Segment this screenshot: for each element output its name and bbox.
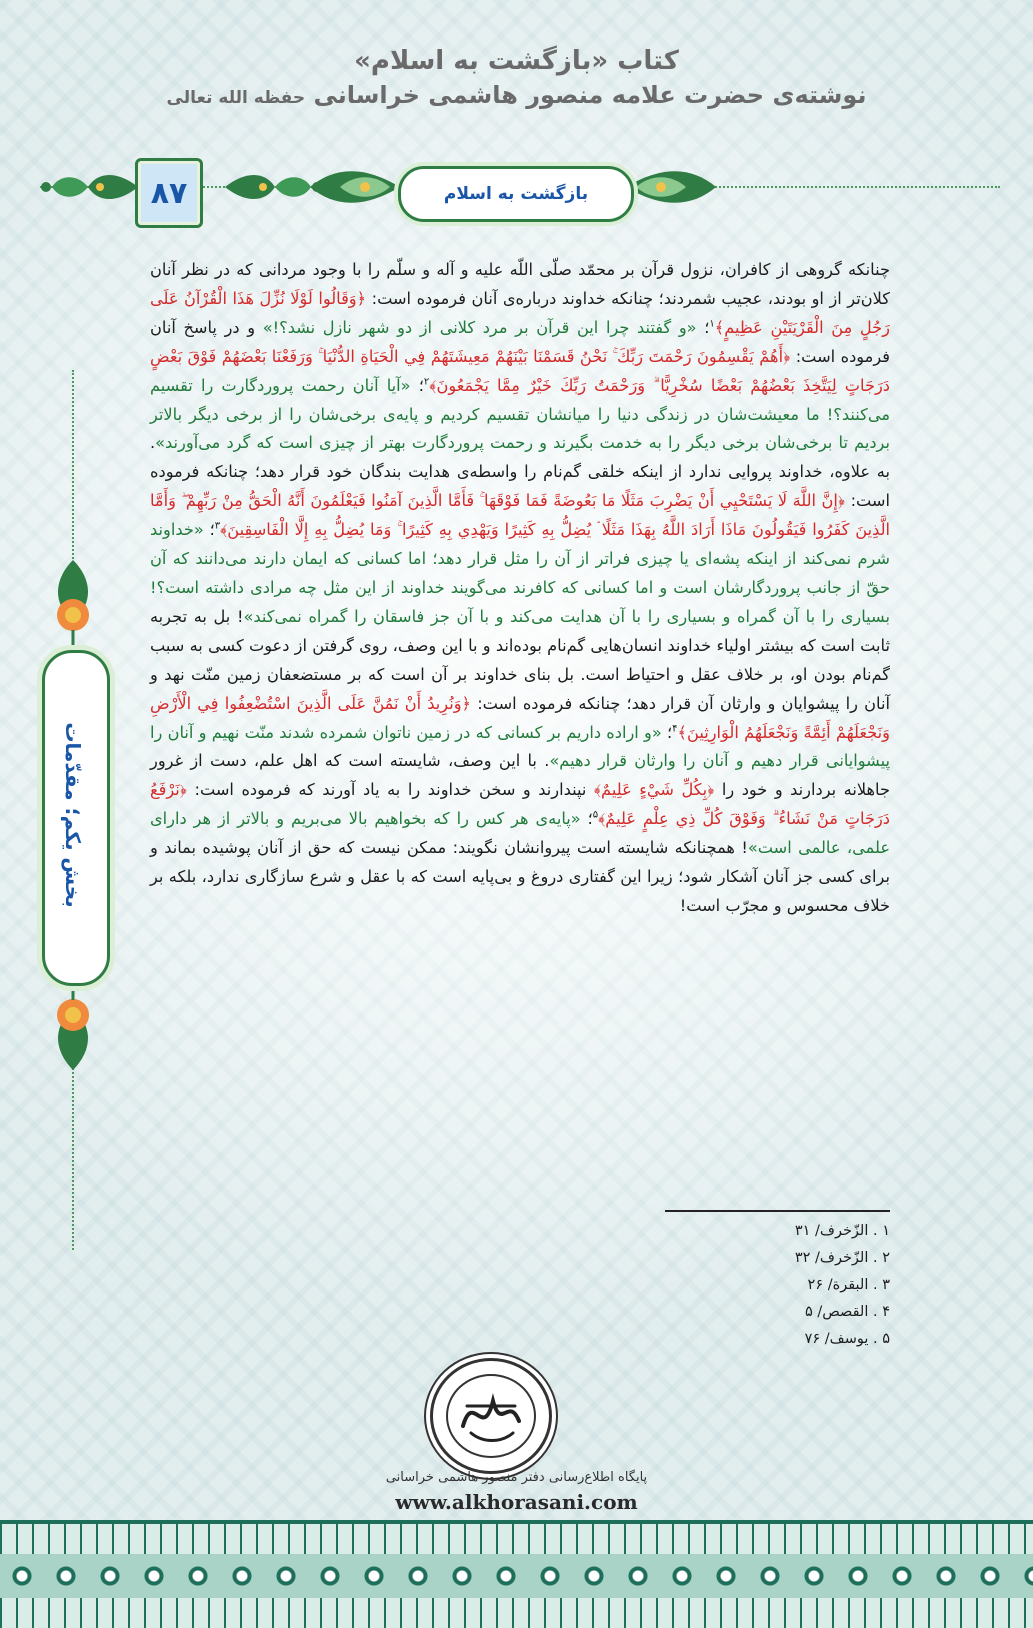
- book-title: کتاب «بازگشت به اسلام»: [354, 46, 679, 76]
- text-run: ؛: [661, 722, 673, 742]
- text-run: ؛: [410, 375, 424, 395]
- side-section-label: بخش یکم؛ مقدّمات: [61, 722, 85, 908]
- page-number: ۸۷: [135, 158, 203, 228]
- floral-ornament-icon: [38, 166, 138, 208]
- quran-verse: ﴿أَهُمْ يَقْسِمُونَ رَحْمَتَ رَبِّكَ ۚ نَحْنُ قَسَمْنَا بَيْنَهُمْ مَعِيشَتَهُمْ فِي الْحَيَاةِ الدُّنْيَا ۚ وَرَفَعْنَا بَعْضَهُمْ فَوْقَ بَعْضٍ دَرَجَاتٍ لِيَتَّخِذَ بَعْضُهُمْ بَعْضًا سُخْرِيًّا ۗ وَرَحْمَتُ رَبِّكَ خَيْرٌ مِمَّا يَجْمَعُونَ﴾: [150, 346, 890, 395]
- text-run: چنانکه گروهی از کافران، نزول قرآن بر محمّد صلّی اللّه علیه و آله و سلّم را با وجود مردانی که در نظر آنان کلان‌تر از او بودند، عجیب شمردند؛ چنانکه خداوند درباره‌ی آنان فرموده است:: [150, 260, 890, 308]
- text-run: و در پاسخ آنان فرموده است:: [150, 317, 890, 366]
- footnote-rule: [665, 1210, 890, 1212]
- book-header: [0, 44, 1033, 115]
- footnote-ref: ۴: [672, 723, 678, 735]
- floral-ornament-icon: [310, 160, 400, 214]
- text-run: ! بل به تجربه ثابت است که بیشتر اولیاء خداوند انسان‌هایی گم‌نام بوده‌اند و با این وصف، روی گرفتن از دعوت کسی به سبب گم‌نام بودن او، بر خلاف عقل و احتیاط است. بل بنای خداوند بر آن است که بر مستضعفان زمین منّت نهد و آنان را پیشوایان و وارثان آن قرار دهد؛ چنانکه فرموده است:: [150, 606, 890, 713]
- footnote-item: ۳ . البقرة/ ۲۶: [807, 1277, 890, 1293]
- verse-translation: «پایه‌ی هر کس را که بخواهیم بالا می‌بریم و بالاتر از هر دارای علمی، عالمی است»: [150, 809, 890, 858]
- footnote-ref: ۵: [592, 809, 599, 821]
- seal-icon: [430, 1358, 552, 1474]
- text-run: نپندارند و سخن خداوند را به یاد آورند که فرموده است:: [186, 780, 594, 800]
- verse-translation: «و اراده داریم بر کسانی که در زمین ناتوان شمرده شدند منّت نهیم و آنان را پیشوایانی قرار دهیم و آنان را وارثان قرار دهیم»: [150, 722, 890, 771]
- floral-ornament-icon: [38, 560, 108, 650]
- footnote-ref: ۲: [423, 376, 430, 388]
- quran-verse: ﴿نَرْفَعُ دَرَجَاتٍ مَنْ نَشَاءُ ۗ وَفَوْقَ كُلِّ ذِي عِلْمٍ عَلِيمٌ﴾: [150, 780, 891, 829]
- floral-ornament-icon: [626, 160, 716, 214]
- book-author: [0, 78, 1033, 115]
- text-run: . به علاوه، خداوند پروایی ندارد از اینکه خلقی گم‌نام را واسطه‌ی هدایت بندگان خود قرار دهد؛ چنانکه فرموده است:: [150, 433, 890, 511]
- text-run: ؛: [696, 317, 710, 337]
- footnote-item: ۲ . الزّخرف/ ۳۲: [794, 1250, 890, 1266]
- site-description: پایگاه اطلاع‌رسانی دفتر منصور هاشمی خراسانی: [385, 1470, 648, 1485]
- quran-verse: ﴿وَنُرِيدُ أَنْ نَمُنَّ عَلَى الَّذِينَ اسْتُضْعِفُوا فِي الْأَرْضِ وَنَجْعَلَهُمْ أَئِمَّةً وَنَجْعَلَهُمُ الْوَارِثِينَ﴾: [150, 693, 890, 742]
- quran-verse: ﴿إِنَّ اللَّهَ لَا يَسْتَحْيِي أَنْ يَضْرِبَ مَثَلًا مَا بَعُوضَةً فَمَا فَوْقَهَا ۚ فَأَمَّا الَّذِينَ آمَنُوا فَيَعْلَمُونَ أَنَّهُ الْحَقُّ مِنْ رَبِّهِمْ ۖ وَأَمَّا الَّذِينَ كَفَرُوا فَيَقُولُونَ مَاذَا أَرَادَ اللَّهُ بِهَذَا مَثَلًا ۘ يُضِلُّ بِهِ كَثِيرًا وَيَهْدِي بِهِ كَثِيرًا ۚ وَمَا يُضِلُّ بِهِ إِلَّا الْفَاسِقِينَ﴾: [150, 491, 891, 540]
- quran-verse: ﴿بِكُلِّ شَيْءٍ عَلِيمٌ﴾: [593, 780, 715, 800]
- footnote-item: ۴ . القصص/ ۵: [804, 1304, 890, 1320]
- section-title: بازگشت به اسلام: [398, 166, 634, 222]
- footnotes: [660, 1218, 890, 1353]
- quran-verse: ﴿وَقَالُوا لَوْلَا نُزِّلَ هَذَا الْقُرْآنُ عَلَى رَجُلٍ مِنَ الْقَرْيَتَيْنِ عَظِيمٍ﴾: [150, 288, 890, 337]
- verse-translation: «و گفتند چرا این قرآن بر مرد کلانی از دو شهر نازل نشد؟!»: [262, 317, 697, 337]
- footnote-item: ۵ . یوسف/ ۷۶: [804, 1331, 890, 1347]
- verse-translation: «خداوند شرم نمی‌کند از اینکه پشه‌ای یا چیزی فراتر از آن را مثل قرار دهد؛ اما کسانی که ایمان دارند می‌دانند که آن حقّ از جانب پروردگارشان است و اما کسانی که کافرند می‌گویند خداوند از این مثل چه مرادی داشته است؟! بسیاری را با آن گمراه و بسیاری را با آن هدایت می‌کند و با آن جز فاسقان را گمراه نمی‌کند»: [150, 520, 890, 626]
- calligraphy-seal-icon: [443, 1371, 539, 1461]
- author-name: نوشته‌ی حضرت علامه منصور هاشمی خراسانی: [313, 81, 867, 109]
- author-honorific: حفظه الله تعالی: [166, 88, 306, 108]
- text-run: ؛: [203, 520, 215, 540]
- floral-ornament-icon: [38, 980, 108, 1070]
- site-url[interactable]: www.alkhorasani.com: [395, 1490, 638, 1514]
- text-run: ؛: [580, 809, 593, 829]
- footnote-ref: ۳: [214, 520, 221, 532]
- text-run: ! همچنانکه شایسته است پیروانشان نگویند: ممکن نیست که حق از آنان پوشیده بماند و برای کسی جز آنان آشکار شود؛ زیرا این گفتاری دروغ و بی‌پایه است که با عقل و شرع سازگاری ندارد، بلکه بر خلاف محسوس و مجرّب است!: [150, 838, 890, 915]
- decorative-bottom-border: [0, 1520, 1033, 1628]
- footnote-item: ۱ . الزّخرف/ ۳۱: [794, 1223, 890, 1239]
- footnote-ref: ۱: [709, 318, 715, 330]
- verse-translation: «آیا آنان رحمت پروردگارت را تقسیم می‌کنند؟! ما معیشت‌شان در زندگی دنیا را میانشان تقسیم کردیم و پایه‌ی برخی‌شان را از برخی دیگر بالاتر بردیم تا برخی‌شان برخی دیگر را به خدمت بگیرند و رحمت پروردگارت بهتر از چیزی است که گرد می‌آورند»: [150, 375, 890, 453]
- text-run: . با این وصف، شایسته است که اهل علم، دست از غرور جاهلانه بردارند و خود را: [150, 751, 890, 800]
- main-text: [150, 256, 890, 921]
